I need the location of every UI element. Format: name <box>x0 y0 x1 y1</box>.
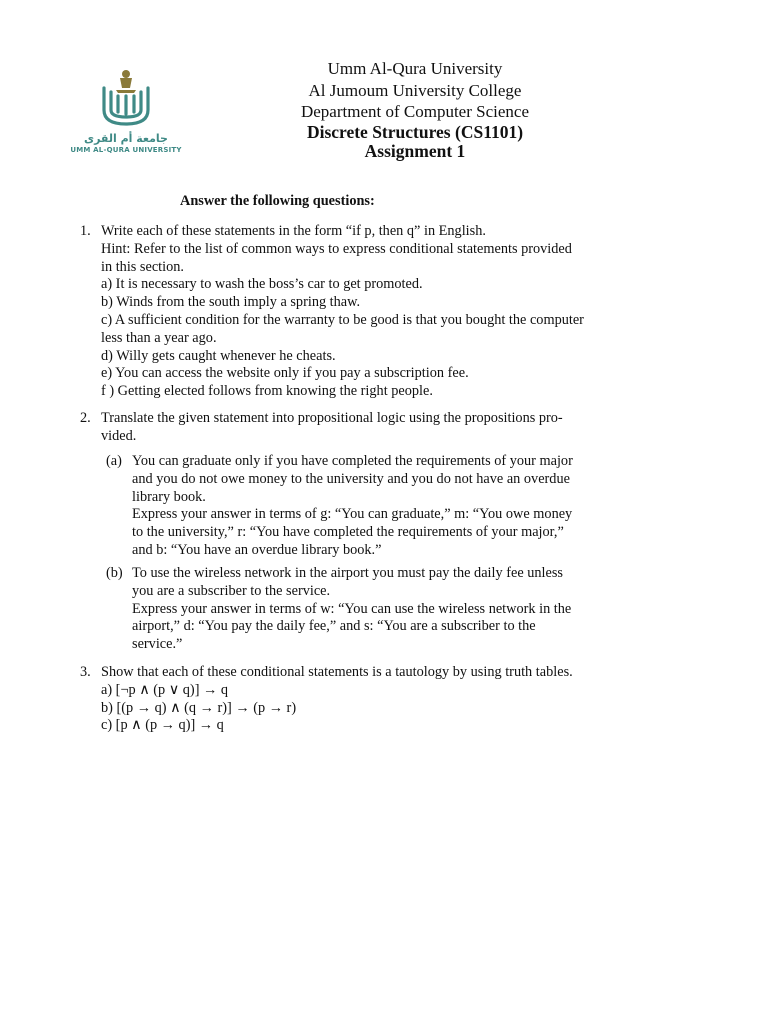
part-line: Express your answer in terms of w: “You can use the wireless network in the <box>132 600 572 617</box>
logo-english-text: UMM AL-QURA UNIVERSITY <box>70 146 182 154</box>
question-number: 2. <box>80 410 91 426</box>
logo-arabic-text: جامعة أم القرى <box>84 132 168 145</box>
question-text <box>101 223 651 401</box>
course-title: Discrete Structures (CS1101) <box>306 121 524 142</box>
question-line: Translate the given statement into propositional logic using the propositions pro- <box>101 410 563 426</box>
question-line: Show that each of these conditional statements is a tautology by using truth tables. <box>101 664 573 680</box>
question-line: Write each of these statements in the form “if p, then q” in English. <box>101 223 486 239</box>
university-name: Umm Al-Qura University <box>327 59 503 78</box>
part-line: library book. <box>132 488 206 505</box>
question-line: vided. <box>101 427 137 444</box>
part-line: to the university,” r: “You have completed the requirements of your major,” <box>132 524 564 541</box>
question-line: b) Winds from the south imply a spring thaw. <box>101 294 361 311</box>
document-header <box>250 58 580 162</box>
question-line: c) A sufficient condition for the warranty to be good is that you bought the computer <box>101 311 584 328</box>
logo-emblem-icon <box>100 66 152 128</box>
question-line: f ) Getting elected follows from knowing the right people. <box>101 383 433 400</box>
question-number: 3. <box>80 664 91 680</box>
question-line: e) You can access the website only if you pay a subscription fee. <box>101 365 469 382</box>
part-line: airport,” d: “You pay the daily fee,” and s: “You are a subscriber to the <box>132 618 536 635</box>
question-line: less than a year ago. <box>101 329 217 346</box>
part-line: To use the wireless network in the airport you must pay the daily fee unless <box>132 565 563 581</box>
question-line: d) Willy gets caught whenever he cheats. <box>101 347 336 364</box>
question-line: Hint: Refer to the list of common ways to express conditional statements provided <box>101 240 572 257</box>
instructions-heading: Answer the following questions: <box>180 193 375 209</box>
part-text <box>132 453 630 560</box>
question-line: a) [¬p ∧ (p ∨ q)] → q <box>101 681 229 698</box>
part-label: (b) <box>106 565 123 581</box>
part-line: Express your answer in terms of g: “You can graduate,” m: “You owe money <box>132 506 573 523</box>
assignment-title: Assignment 1 <box>364 141 466 161</box>
question-line: b) [(p → q) ∧ (q → r)] → (p → r) <box>101 699 297 716</box>
part-text <box>132 565 630 654</box>
question-number: 1. <box>80 223 91 239</box>
question-text <box>101 410 651 446</box>
college-name: Al Jumoum University College <box>308 80 522 100</box>
question-line: a) It is necessary to wash the boss’s car to get promoted. <box>101 276 423 293</box>
question-line: c) [p ∧ (p → q)] → q <box>101 717 224 734</box>
part-label: (a) <box>106 453 122 469</box>
department-name: Department of Computer Science <box>300 102 529 121</box>
university-logo <box>70 66 182 158</box>
question-line: in this section. <box>101 258 184 275</box>
part-line: and you do not owe money to the university and you do not have an overdue <box>132 470 570 487</box>
part-line: service.” <box>132 636 183 653</box>
part-line: You can graduate only if you have completed the requirements of your major <box>132 453 573 469</box>
part-line: and b: “You have an overdue library book.” <box>132 541 382 558</box>
part-line: you are a subscriber to the service. <box>132 582 331 599</box>
question-text <box>101 664 651 735</box>
